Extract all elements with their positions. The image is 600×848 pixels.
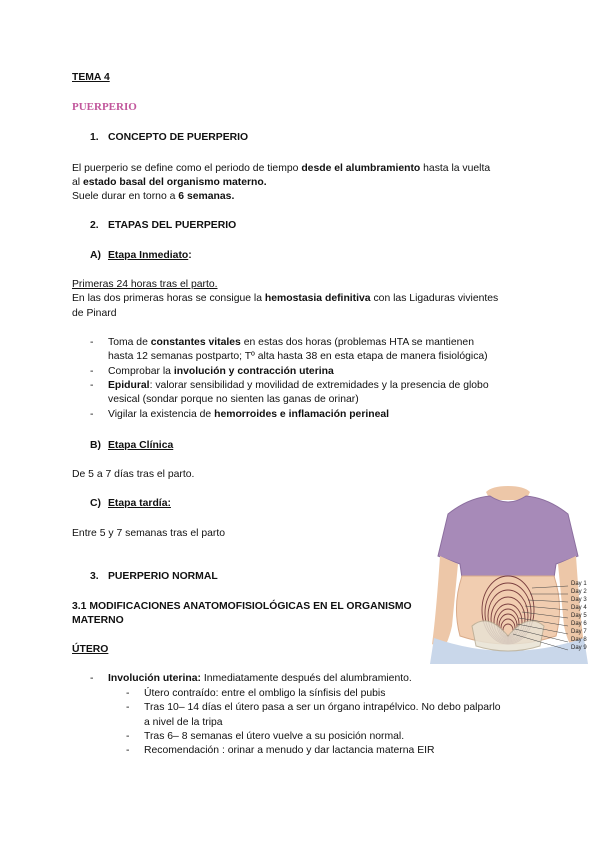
day-label: Day 9 bbox=[571, 645, 587, 651]
subsection-title-line-2: MATERNO bbox=[72, 615, 124, 626]
sub-bullet-dash: - bbox=[126, 688, 130, 699]
stage-a-label: A) bbox=[90, 250, 101, 261]
bullet-dash: - bbox=[90, 366, 94, 377]
stage-a-title: Etapa Inmediato: bbox=[108, 250, 192, 261]
bullet-dash: - bbox=[90, 409, 94, 420]
bullet-hemorrhoids: Vigilar la existencia de hemorroides e inflamación perineal bbox=[108, 409, 390, 420]
stage-b-text: De 5 a 7 días tras el parto. bbox=[72, 469, 195, 480]
section-3-title: PUERPERIO NORMAL bbox=[108, 571, 218, 582]
bullet-vitals-cont: hasta 12 semanas postparto; Tº alta hasta 38 en esta etapa de manera fisiológica) bbox=[108, 351, 488, 362]
day-label: Day 8 bbox=[571, 637, 587, 643]
definition-line-1: El puerperio se define como el periodo de tiempo desde el alumbramiento hasta la vuelta bbox=[72, 163, 491, 174]
shirt-shape bbox=[438, 496, 578, 578]
definition-line-2: al estado basal del organismo materno. bbox=[72, 177, 267, 188]
sub-bullet-dash: - bbox=[126, 745, 130, 756]
abdomen-shape bbox=[456, 576, 559, 644]
stage-a-line-2: En las dos primeras horas se consigue la hemostasia definitiva con las Ligaduras vivientes bbox=[72, 293, 499, 304]
bullet-epidural: Epidural: valorar sensibilidad y movilidad de extremidades y la presencia de globo bbox=[108, 380, 489, 391]
day-label: Day 7 bbox=[571, 629, 587, 635]
section-3-number: 3. bbox=[90, 571, 99, 582]
day-label: Day 5 bbox=[571, 613, 587, 619]
bullet-dash: - bbox=[90, 673, 94, 684]
sub-bullet-10-14-days: Tras 10– 14 días el útero pasa a ser un órgano intrapélvico. No debo palparlo bbox=[144, 702, 501, 713]
stage-a-line-1: Primeras 24 horas tras el parto. bbox=[72, 279, 218, 290]
bullet-uterine-involution: Involución uterina: Inmediatamente después del alumbramiento. bbox=[108, 673, 412, 684]
day-label: Day 3 bbox=[571, 597, 587, 603]
duration-line: Suele durar en torno a 6 semanas. bbox=[72, 191, 235, 202]
sub-bullet-dash: - bbox=[126, 731, 130, 742]
stage-a-line-3: de Pinard bbox=[72, 308, 117, 319]
uterus-heading: ÚTERO bbox=[72, 644, 109, 655]
bullet-dash: - bbox=[90, 337, 94, 348]
stage-b-title: Etapa Clínica bbox=[108, 440, 174, 451]
sub-bullet-dash: - bbox=[126, 702, 130, 713]
day-label: Day 1 bbox=[571, 581, 587, 587]
stage-c-title: Etapa tardía: bbox=[108, 498, 171, 509]
left-arm bbox=[432, 556, 458, 650]
right-arm bbox=[558, 556, 584, 650]
main-heading: PUERPERIO bbox=[72, 101, 137, 113]
sub-bullet-recommendation: Recomendación : orinar a menudo y dar lactancia materna EIR bbox=[144, 745, 435, 756]
section-2-title: ETAPAS DEL PUERPERIO bbox=[108, 220, 237, 231]
stage-b-label: B) bbox=[90, 440, 101, 451]
bullet-epidural-cont: vesical (sondar porque no sienten las ganas de orinar) bbox=[108, 394, 359, 405]
bullet-vitals: Toma de constantes vitales en estas dos horas (problemas HTA se mantienen bbox=[108, 337, 474, 348]
topic-label: TEMA 4 bbox=[72, 72, 110, 83]
section-2-number: 2. bbox=[90, 220, 99, 231]
day-label: Day 6 bbox=[571, 621, 587, 627]
stage-c-text: Entre 5 y 7 semanas tras el parto bbox=[72, 528, 226, 539]
day-label: Day 2 bbox=[571, 589, 587, 595]
section-1-title: CONCEPTO DE PUERPERIO bbox=[108, 132, 249, 143]
sub-bullet-contracted: Útero contraído: entre el ombligo la sínfisis del pubis bbox=[144, 688, 386, 699]
bullet-dash: - bbox=[90, 380, 94, 391]
stage-c-label: C) bbox=[90, 498, 101, 509]
bullet-involution: Comprobar la involución y contracción uterina bbox=[108, 366, 334, 377]
sub-bullet-6-8-weeks: Tras 6– 8 semanas el útero vuelve a su posición normal. bbox=[144, 731, 405, 742]
uterus-involution-illustration bbox=[428, 486, 600, 664]
sub-bullet-10-14-days-cont: a nivel de la tripa bbox=[144, 717, 223, 728]
section-1-number: 1. bbox=[90, 132, 99, 143]
subsection-title-line-1: 3.1 MODIFICACIONES ANATOMOFISIOLÓGICAS EN EL ORGANISMO bbox=[72, 601, 412, 612]
day-label: Day 4 bbox=[571, 605, 587, 611]
